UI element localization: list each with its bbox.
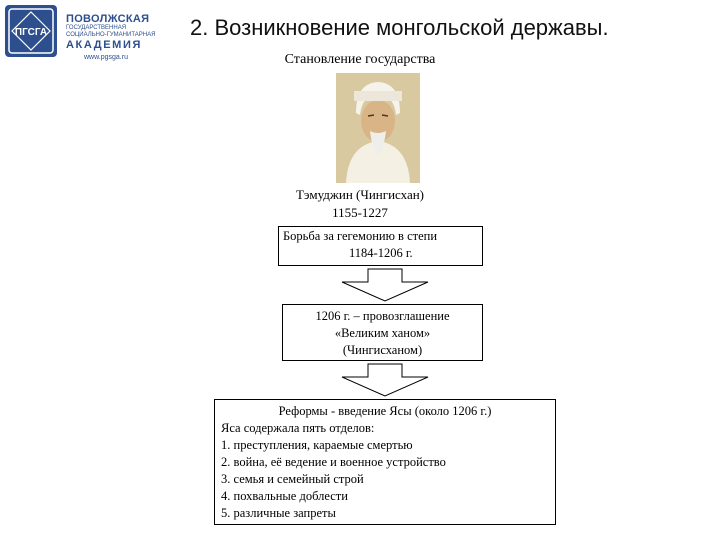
diagram-subtitle: Становление государства	[284, 52, 436, 67]
yasa-header: Реформы - введение Ясы (около 1206 г.)	[278, 404, 492, 418]
yasa-intro: Яса содержала пять отделов:	[221, 421, 375, 435]
academy-emblem-icon	[4, 4, 58, 58]
logo-line2a: ГОСУДАРСТВЕННАЯ	[66, 25, 127, 31]
down-arrow-icon	[340, 268, 430, 302]
ruler-years: 1155-1227	[332, 205, 388, 220]
ruler-caption	[0, 186, 720, 222]
yasa-item: 2. война, её ведение и военное устройство	[221, 455, 446, 469]
portrait-genghis-khan-icon	[336, 73, 420, 183]
yasa-item: 4. похвальные доблести	[221, 489, 348, 503]
logo-line2b: СОЦИАЛЬНО-ГУМАНИТАРНАЯ	[66, 32, 156, 38]
yasa-item: 3. семья и семейный строй	[221, 472, 364, 486]
academy-url: www.pgsga.ru	[84, 54, 128, 61]
step2-line3: (Чингисханом)	[342, 343, 423, 357]
slide-title: 2. Возникновение монгольской державы.	[190, 15, 609, 40]
step1-line2: 1184-1206 г.	[349, 246, 413, 260]
logo-line3: АКАДЕМИЯ	[66, 39, 142, 51]
step2-line1: 1206 г. – провозглашение	[315, 309, 450, 323]
step-hegemony-box	[278, 226, 483, 266]
yasa-item: 5. различные запреты	[221, 506, 336, 520]
academy-name	[66, 14, 155, 51]
step1-line1: Борьба за гегемонию в степи	[283, 229, 438, 243]
ruler-name: Тэмуджин (Чингисхан)	[295, 187, 425, 202]
step2-line2: «Великим ханом»	[334, 326, 431, 340]
down-arrow-icon	[340, 363, 430, 397]
step-yasa-reforms-box	[214, 399, 556, 525]
step-great-khan-box	[282, 304, 483, 361]
yasa-item: 1. преступления, караемые смертью	[221, 438, 413, 452]
svg-text:ПГСГА: ПГСГА	[14, 27, 48, 38]
logo-line1: ПОВОЛЖСКАЯ	[66, 13, 150, 25]
